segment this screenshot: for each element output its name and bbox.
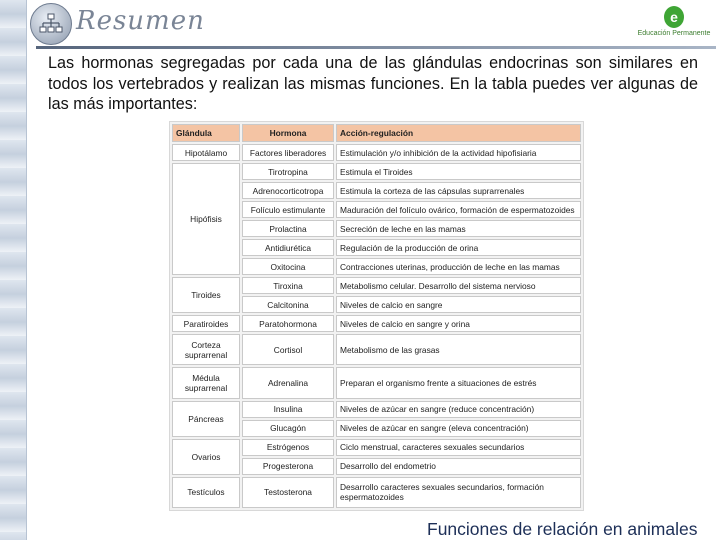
action-cell: Desarrollo caracteres sexuales secundarios, formación espermatozoides	[336, 477, 581, 508]
action-cell: Preparan el organismo frente a situaciones de estrés	[336, 367, 581, 398]
action-cell: Estimula la corteza de las cápsulas suprarrenales	[336, 182, 581, 199]
hormone-cell: Adrenalina	[242, 367, 334, 398]
hormone-cell: Glucagón	[242, 420, 334, 437]
action-cell: Estimulación y/o inhibición de la actividad hipofisiaria	[336, 144, 581, 161]
gland-cell: Médula suprarrenal	[172, 367, 240, 398]
action-cell: Niveles de azúcar en sangre (eleva concentración)	[336, 420, 581, 437]
table-row	[172, 334, 581, 365]
column-header-gland: Glándula	[172, 124, 240, 142]
action-cell: Ciclo menstrual, caracteres sexuales secundarios	[336, 439, 581, 456]
hormone-cell: Calcitonina	[242, 296, 334, 313]
gland-cell: Tiroides	[172, 277, 240, 313]
gland-cell: Corteza suprarrenal	[172, 334, 240, 365]
brand-mark: e	[664, 6, 684, 28]
intro-paragraph: Las hormonas segregadas por cada una de las glándulas endocrinas son similares en todos los vertebrados y realizan las mismas funciones. En la tabla puedes ver algunas de las más importantes:	[48, 54, 698, 113]
title-divider	[36, 46, 716, 49]
hormone-cell: Prolactina	[242, 220, 334, 237]
action-cell: Estimula el Tiroides	[336, 163, 581, 180]
table-row	[172, 144, 581, 161]
page-title: Resumen	[76, 6, 205, 36]
hormone-cell: Estrógenos	[242, 439, 334, 456]
hormone-cell: Tirotropina	[242, 163, 334, 180]
table-row	[172, 315, 581, 332]
table-header-row	[172, 124, 581, 142]
column-header-action: Acción-regulación	[336, 124, 581, 142]
hormone-cell: Paratohormona	[242, 315, 334, 332]
footer-caption: Funciones de relación en animales	[427, 519, 698, 539]
hormones-table	[169, 121, 584, 511]
action-cell: Niveles de calcio en sangre	[336, 296, 581, 313]
gland-cell: Páncreas	[172, 401, 240, 437]
gland-cell: Paratiroides	[172, 315, 240, 332]
table-row	[172, 439, 581, 456]
action-cell: Maduración del folículo ovárico, formación de espermatozoides	[336, 201, 581, 218]
hormone-cell: Tiroxina	[242, 277, 334, 294]
action-cell: Contracciones uterinas, producción de leche en las mamas	[336, 258, 581, 275]
table-row	[172, 477, 581, 508]
hormone-cell: Antidiurética	[242, 239, 334, 256]
gland-cell: Hipófisis	[172, 163, 240, 275]
table-row	[172, 277, 581, 294]
gland-cell: Ovarios	[172, 439, 240, 475]
action-cell: Metabolismo de las grasas	[336, 334, 581, 365]
left-decorative-border	[0, 0, 27, 540]
hormone-cell: Factores liberadores	[242, 144, 334, 161]
action-cell: Niveles de calcio en sangre y orina	[336, 315, 581, 332]
action-cell: Regulación de la producción de orina	[336, 239, 581, 256]
hormone-cell: Folículo estimulante	[242, 201, 334, 218]
sitemap-icon	[30, 3, 72, 45]
brand-name: Educación Permanente	[637, 30, 711, 37]
gland-cell: Hipotálamo	[172, 144, 240, 161]
table-row	[172, 367, 581, 398]
gland-cell: Testículos	[172, 477, 240, 508]
hormone-cell: Adrenocorticotropa	[242, 182, 334, 199]
hormone-cell: Cortisol	[242, 334, 334, 365]
hormone-cell: Progesterona	[242, 458, 334, 475]
hormone-cell: Insulina	[242, 401, 334, 418]
brand-logo	[634, 6, 714, 44]
column-header-hormone: Hormona	[242, 124, 334, 142]
hormone-cell: Testosterona	[242, 477, 334, 508]
action-cell: Secreción de leche en las mamas	[336, 220, 581, 237]
action-cell: Niveles de azúcar en sangre (reduce concentración)	[336, 401, 581, 418]
table-row	[172, 163, 581, 180]
table-row	[172, 401, 581, 418]
action-cell: Metabolismo celular. Desarrollo del sistema nervioso	[336, 277, 581, 294]
action-cell: Desarrollo del endometrio	[336, 458, 581, 475]
hormone-cell: Oxitocina	[242, 258, 334, 275]
